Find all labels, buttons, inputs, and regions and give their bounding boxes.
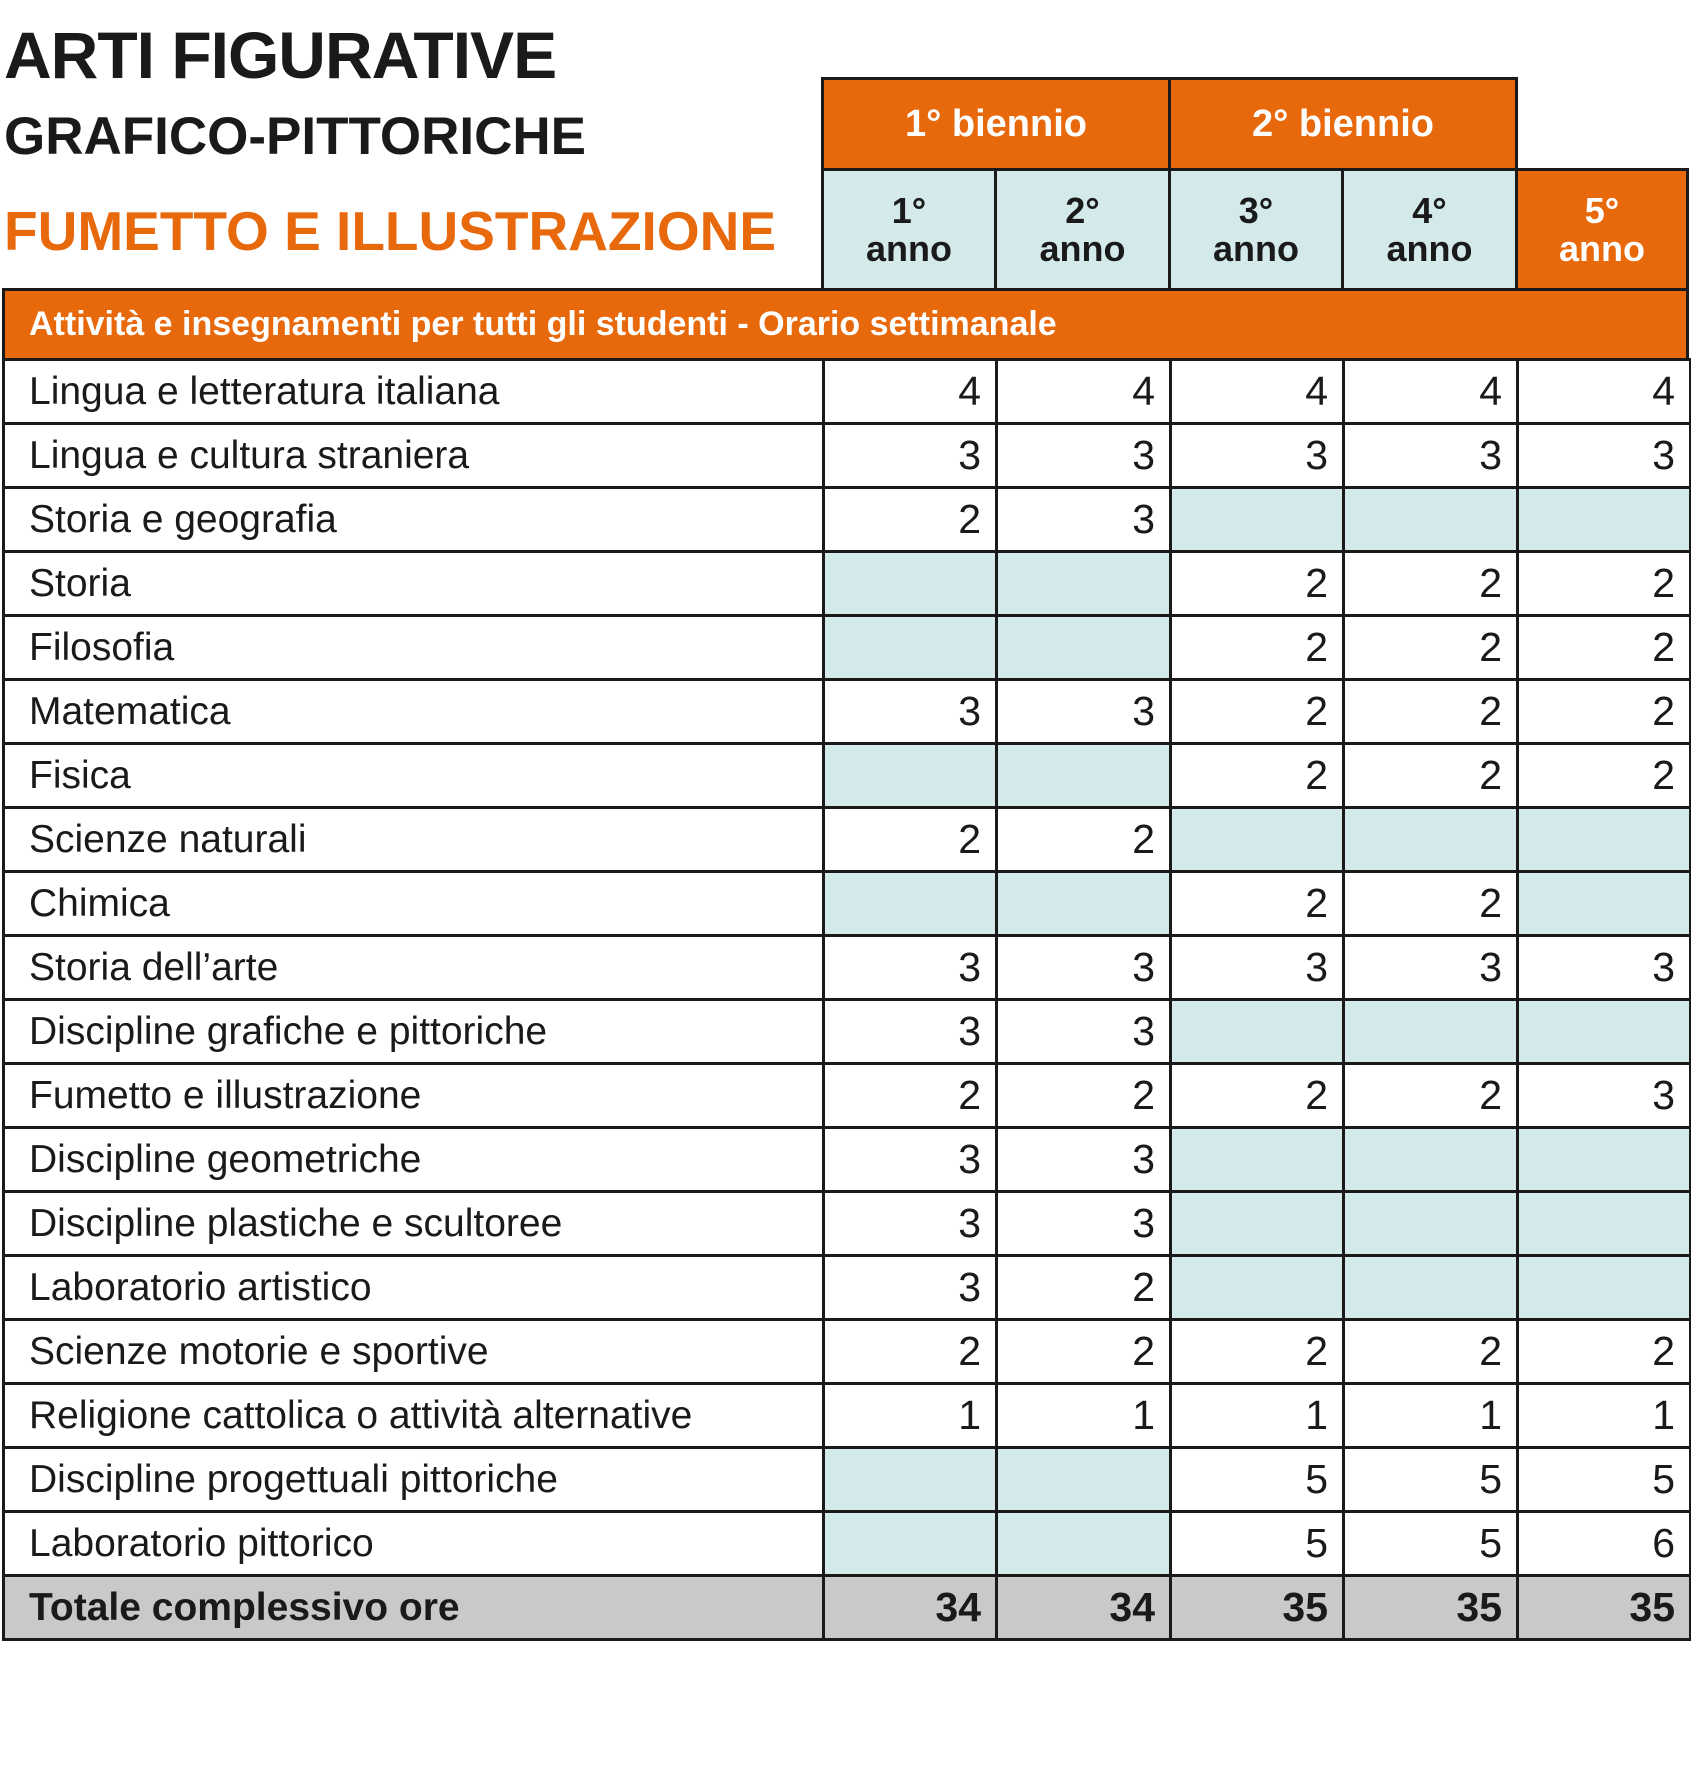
hours-cell: 1 <box>824 1384 997 1448</box>
hours-cell: 3 <box>1171 936 1344 1000</box>
header-year-num: 2° <box>1065 189 1100 231</box>
header-year-num: 3° <box>1238 189 1274 231</box>
table-row <box>4 872 1691 936</box>
subject-cell: Storia e geografia <box>4 488 824 552</box>
hours-cell: 4 <box>824 360 997 424</box>
hours-cell: 2 <box>1344 872 1518 936</box>
hours-cell: 2 <box>824 488 997 552</box>
subject-cell: Religione cattolica o attività alternative <box>4 1384 824 1448</box>
table-row <box>4 1256 1691 1320</box>
hours-cell: 4 <box>1344 360 1518 424</box>
subject-cell: Lingua e cultura straniera <box>4 424 824 488</box>
schedule-table-body <box>4 360 1691 1640</box>
subject-cell: Chimica <box>4 872 824 936</box>
hours-cell <box>1344 1128 1518 1192</box>
schedule-table <box>2 358 1691 1641</box>
header-year-4 <box>1341 168 1518 291</box>
hours-cell <box>1518 1128 1691 1192</box>
hours-cell <box>997 872 1171 936</box>
hours-cell <box>1344 1192 1518 1256</box>
hours-cell <box>824 1448 997 1512</box>
hours-cell: 2 <box>997 1256 1171 1320</box>
header-year-word: anno <box>1386 227 1473 269</box>
hours-cell <box>824 744 997 808</box>
total-hours-cell: 34 <box>997 1576 1171 1640</box>
page-subtitle: GRAFICO-PITTORICHE <box>4 107 587 166</box>
table-row <box>4 360 1691 424</box>
hours-cell: 2 <box>1344 552 1518 616</box>
hours-cell: 3 <box>824 936 997 1000</box>
subject-cell: Filosofia <box>4 616 824 680</box>
hours-cell: 3 <box>824 1128 997 1192</box>
hours-cell <box>997 1512 1171 1576</box>
hours-cell <box>997 1448 1171 1512</box>
hours-cell: 5 <box>1518 1448 1691 1512</box>
hours-cell: 2 <box>1171 680 1344 744</box>
hours-cell <box>1518 1000 1691 1064</box>
hours-cell <box>824 616 997 680</box>
hours-cell: 3 <box>824 680 997 744</box>
header-year-2 <box>994 168 1171 291</box>
subject-cell: Lingua e letteratura italiana <box>4 360 824 424</box>
total-hours-cell: 35 <box>1518 1576 1691 1640</box>
hours-cell: 2 <box>1171 552 1344 616</box>
hours-cell: 2 <box>1518 744 1691 808</box>
section-band <box>2 288 1689 361</box>
table-row <box>4 488 1691 552</box>
hours-cell: 3 <box>997 488 1171 552</box>
hours-cell <box>1344 808 1518 872</box>
hours-cell: 2 <box>1518 1320 1691 1384</box>
hours-cell <box>824 872 997 936</box>
subject-cell: Laboratorio pittorico <box>4 1512 824 1576</box>
hours-cell <box>997 616 1171 680</box>
header-year-word: anno <box>866 227 952 269</box>
hours-cell: 1 <box>1344 1384 1518 1448</box>
hours-cell: 3 <box>824 1192 997 1256</box>
total-hours-cell: 35 <box>1344 1576 1518 1640</box>
hours-cell <box>824 1512 997 1576</box>
hours-cell <box>1171 1256 1344 1320</box>
hours-cell: 3 <box>997 424 1171 488</box>
hours-cell <box>1518 488 1691 552</box>
table-row <box>4 552 1691 616</box>
hours-cell: 4 <box>1171 360 1344 424</box>
subject-cell: Scienze naturali <box>4 808 824 872</box>
hours-cell: 2 <box>1344 616 1518 680</box>
header-group-1-biennio <box>821 77 1171 171</box>
hours-cell <box>1344 1000 1518 1064</box>
table-row <box>4 808 1691 872</box>
table-row <box>4 1512 1691 1576</box>
hours-cell: 2 <box>1171 744 1344 808</box>
header-group-label: 1° biennio <box>905 102 1087 145</box>
hours-cell: 3 <box>1518 1064 1691 1128</box>
hours-cell: 5 <box>1344 1448 1518 1512</box>
subject-cell: Scienze motorie e sportive <box>4 1320 824 1384</box>
total-row <box>4 1576 1691 1640</box>
hours-cell <box>1344 488 1518 552</box>
hours-cell: 1 <box>1518 1384 1691 1448</box>
header-year-num: 4° <box>1412 189 1447 231</box>
subject-cell: Fisica <box>4 744 824 808</box>
subject-cell: Laboratorio artistico <box>4 1256 824 1320</box>
hours-cell: 5 <box>1344 1512 1518 1576</box>
subject-cell: Storia <box>4 552 824 616</box>
subject-cell: Discipline geometriche <box>4 1128 824 1192</box>
hours-cell <box>1518 1256 1691 1320</box>
total-label: Totale complessivo ore <box>4 1576 824 1640</box>
hours-cell: 1 <box>997 1384 1171 1448</box>
hours-cell <box>824 552 997 616</box>
hours-cell: 3 <box>1171 424 1344 488</box>
hours-cell <box>1171 1192 1344 1256</box>
hours-cell: 3 <box>997 936 1171 1000</box>
hours-cell <box>1518 808 1691 872</box>
header-year-word: anno <box>1039 227 1126 269</box>
hours-cell: 3 <box>997 1192 1171 1256</box>
hours-cell: 3 <box>1518 424 1691 488</box>
hours-cell: 2 <box>824 808 997 872</box>
hours-cell <box>1344 1256 1518 1320</box>
table-row <box>4 1000 1691 1064</box>
hours-cell: 2 <box>1518 552 1691 616</box>
hours-cell: 3 <box>1344 936 1518 1000</box>
hours-cell: 2 <box>824 1064 997 1128</box>
total-hours-cell: 35 <box>1171 1576 1344 1640</box>
subject-cell: Matematica <box>4 680 824 744</box>
hours-cell <box>1171 1000 1344 1064</box>
table-row <box>4 1320 1691 1384</box>
header-year-word: anno <box>1559 227 1645 269</box>
hours-cell: 2 <box>1518 680 1691 744</box>
hours-cell: 3 <box>997 680 1171 744</box>
hours-cell <box>1518 1192 1691 1256</box>
subject-cell: Discipline grafiche e pittoriche <box>4 1000 824 1064</box>
subject-cell: Fumetto e illustrazione <box>4 1064 824 1128</box>
hours-cell <box>1171 808 1344 872</box>
hours-cell: 3 <box>997 1128 1171 1192</box>
hours-cell: 6 <box>1518 1512 1691 1576</box>
hours-cell: 3 <box>824 424 997 488</box>
table-row <box>4 680 1691 744</box>
hours-cell: 3 <box>824 1000 997 1064</box>
hours-cell: 2 <box>1171 872 1344 936</box>
header-group-2-biennio <box>1168 77 1518 171</box>
subject-cell: Discipline progettuali pittoriche <box>4 1448 824 1512</box>
hours-cell <box>1518 872 1691 936</box>
page-title: ARTI FIGURATIVE <box>4 18 557 92</box>
table-row <box>4 1064 1691 1128</box>
hours-cell: 1 <box>1171 1384 1344 1448</box>
hours-cell: 2 <box>1344 680 1518 744</box>
hours-cell: 2 <box>1344 1064 1518 1128</box>
hours-cell: 5 <box>1171 1448 1344 1512</box>
table-row <box>4 616 1691 680</box>
course-title: FUMETTO E ILLUSTRAZIONE <box>4 200 777 262</box>
header-year-1 <box>821 168 997 291</box>
subject-cell: Storia dell’arte <box>4 936 824 1000</box>
hours-cell: 2 <box>997 1064 1171 1128</box>
header-year-word: anno <box>1213 227 1299 269</box>
hours-cell: 2 <box>997 808 1171 872</box>
hours-cell: 3 <box>1518 936 1691 1000</box>
table-row <box>4 1448 1691 1512</box>
hours-cell <box>1171 1128 1344 1192</box>
hours-cell: 2 <box>1171 1064 1344 1128</box>
header-year-5 <box>1515 168 1689 291</box>
hours-cell: 2 <box>1344 744 1518 808</box>
hours-cell <box>997 552 1171 616</box>
table-row <box>4 1128 1691 1192</box>
hours-cell: 4 <box>1518 360 1691 424</box>
hours-cell <box>997 744 1171 808</box>
hours-cell: 2 <box>1171 616 1344 680</box>
hours-cell: 3 <box>824 1256 997 1320</box>
total-hours-cell: 34 <box>824 1576 997 1640</box>
table-row <box>4 936 1691 1000</box>
header-year-num: 1° <box>891 189 927 231</box>
hours-cell: 5 <box>1171 1512 1344 1576</box>
hours-cell: 2 <box>1171 1320 1344 1384</box>
table-row <box>4 744 1691 808</box>
hours-cell: 2 <box>997 1320 1171 1384</box>
title-block <box>4 18 557 92</box>
hours-cell <box>1171 488 1344 552</box>
header-group-label: 2° biennio <box>1252 102 1434 145</box>
header-year-num: 5° <box>1584 189 1620 231</box>
header-year-3 <box>1168 168 1344 291</box>
table-row <box>4 424 1691 488</box>
hours-cell: 3 <box>997 1000 1171 1064</box>
subject-cell: Discipline plastiche e scultoree <box>4 1192 824 1256</box>
hours-cell: 2 <box>1344 1320 1518 1384</box>
hours-cell: 2 <box>824 1320 997 1384</box>
hours-cell: 3 <box>1344 424 1518 488</box>
table-row <box>4 1384 1691 1448</box>
table-row <box>4 1192 1691 1256</box>
section-label: Attività e insegnamenti per tutti gli studenti - Orario settimanale <box>29 305 1057 343</box>
hours-cell: 2 <box>1518 616 1691 680</box>
hours-cell: 4 <box>997 360 1171 424</box>
